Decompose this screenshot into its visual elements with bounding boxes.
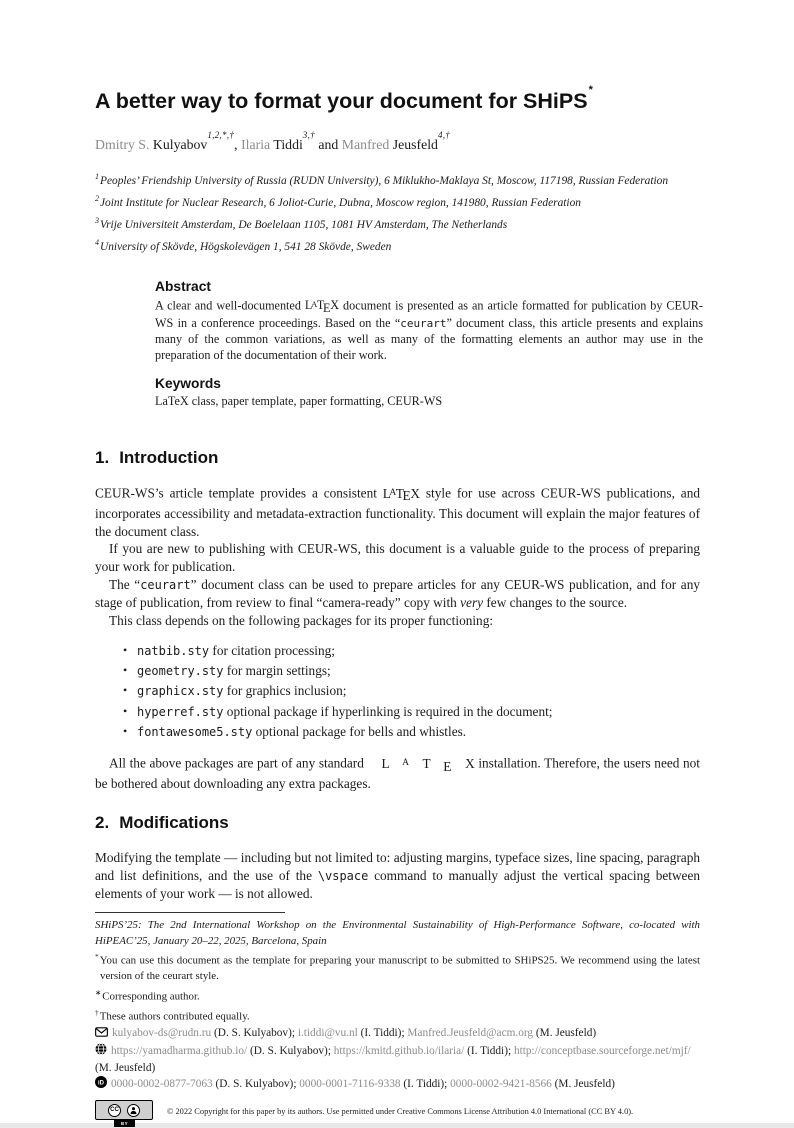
website-owner: (D. S. Kulyabov): [247, 1044, 328, 1057]
section-heading-introduction: [95, 448, 700, 468]
affiliation-number: 3: [95, 215, 99, 225]
orcid-owner: (I. Tiddi): [400, 1078, 445, 1091]
website-link[interactable]: http://conceptbase.sourceforge.net/mjf/: [513, 1044, 691, 1057]
svg-text:iD: iD: [98, 1080, 104, 1087]
website-entry: https://yamadharma.github.io/ (D. S. Kulyabov);: [111, 1044, 334, 1057]
author-affiliation-marks: 3,†: [302, 130, 315, 141]
website-link[interactable]: https://kmitd.github.io/ilaria/: [333, 1044, 465, 1057]
website-line: [95, 1043, 700, 1076]
section-title: Introduction: [119, 448, 219, 468]
footnote-corresponding-author: [95, 985, 700, 1005]
abstract-text: A clear and well-documented LATEX document is presented as an article formatted for publication by CEUR-WS in a conference proceedings. Based on the “ceurart” document class, this article presents and explains many of the common variations, as well as many of the formatting elements an author may use in the preparation of the documentation of their work.: [155, 298, 703, 362]
footnote-mark: ∗: [95, 988, 102, 998]
package-list-item: • natbib.sty for citation processing;: [137, 641, 700, 661]
author-given-name: Dmitry S.: [95, 136, 153, 152]
footnote-text: Corresponding author.: [102, 990, 200, 1003]
keywords-heading: Keywords: [155, 376, 221, 392]
author: [241, 130, 342, 152]
author-surname: Kulyabov: [152, 136, 208, 152]
package-list-item: • geometry.sty for margin settings;: [137, 661, 700, 681]
title-footnote-mark: *: [588, 84, 593, 96]
affiliation-text: University of Skövde, Högskolevägen 1, 541 28 Skövde, Sweden: [100, 240, 392, 253]
email-link[interactable]: kulyabov-ds@rudn.ru: [112, 1027, 212, 1040]
orcid-entry: 0000-0001-7116-9338 (I. Tiddi);: [299, 1078, 451, 1091]
orcid-line: [95, 1076, 700, 1093]
cc-icon: CC: [108, 1104, 121, 1117]
footnote-block: [95, 912, 700, 1128]
paragraph: All the above packages are part of any standard L A T E X installation. Therefore, the users need not be bothered about downloading any extra packages.: [95, 756, 701, 792]
affiliations: [95, 168, 700, 256]
section-number: 2.: [95, 812, 110, 832]
author: [341, 130, 451, 152]
author-given-name: Ilaria: [241, 136, 274, 152]
envelope-icon: [95, 1026, 108, 1042]
author-surname: Tiddi: [273, 136, 303, 152]
author-affiliation-marks: 1,2,*,†: [207, 130, 235, 141]
package-list-item: • graphicx.sty for graphics inclusion;: [137, 681, 700, 701]
section-title: Modifications: [119, 812, 229, 832]
orcid-id-link[interactable]: 0000-0001-7116-9338: [299, 1078, 401, 1091]
email-entry: [407, 1027, 596, 1039]
affiliation-text: Joint Institute for Nuclear Research, 6 Joliot-Curie, Dubna, Moscow region, 141980, Russian Federation: [100, 196, 581, 209]
paragraph: This class depends on the following packages for its proper functioning:: [109, 613, 494, 629]
orcid-entry: [450, 1078, 615, 1090]
email-owner: (M. Jeusfeld): [533, 1027, 597, 1040]
keywords-text: LaTeX class, paper template, paper formatting, CEUR-WS: [155, 394, 443, 409]
orcid-id-link[interactable]: 0000-0002-9421-8566: [450, 1078, 552, 1091]
email-owner: (I. Tiddi): [357, 1027, 402, 1040]
paragraph: CEUR-WS’s article template provides a consistent LATEX style for use across CEUR-WS publications, and incorporates accessibility and metadata-extraction functionality. This document will explain the major features of the document class.: [95, 485, 700, 539]
orcid-id-link[interactable]: 0000-0002-0877-7063: [111, 1078, 213, 1091]
orcid-entry: 0000-0002-0877-7063 (D. S. Kulyabov);: [111, 1078, 300, 1091]
conference-note: SHiPS’25: The 2nd International Workshop on the Environmental Sustainability of High-Performance Software, co-located with HiPEAC’25, January 20–22, 2025, Barcelona, Spain: [95, 919, 700, 947]
author-separator: ,: [234, 136, 242, 152]
website-entry: https://kmitd.github.io/ilaria/ (I. Tiddi);: [333, 1044, 514, 1057]
globe-icon: [95, 1043, 107, 1060]
author-given-name: Manfred: [341, 136, 393, 152]
footnote-text: You can use this document as the template for preparing your manuscript to be submitted to SHiPS25. We recommend using the latest version of the ceurart style.: [99, 954, 700, 983]
cc-badge-box: [95, 1100, 153, 1120]
orcid-owner: (D. S. Kulyabov): [212, 1078, 294, 1091]
footnote-rule: [95, 912, 285, 913]
email-line: [95, 1025, 700, 1042]
affiliation-number: 2: [95, 193, 99, 203]
affiliation-text: Vrije Universiteit Amsterdam, De Boelelaan 1105, 1081 HV Amsterdam, The Netherlands: [100, 218, 508, 231]
paragraph: If you are new to publishing with CEUR-WS, this document is a valuable guide to the process of preparing your work for publication.: [95, 541, 700, 575]
email-link[interactable]: i.tiddi@vu.nl: [297, 1027, 358, 1040]
person-icon: [127, 1104, 140, 1117]
affiliation-line: [95, 168, 700, 190]
affiliation-line: [95, 190, 700, 212]
email-link[interactable]: Manfred.Jeusfeld@acm.org: [407, 1027, 534, 1040]
cc-by-badge: [95, 1100, 155, 1128]
package-list: [95, 641, 700, 742]
author: [95, 130, 242, 152]
email-owner: (D. S. Kulyabov): [211, 1027, 292, 1040]
package-list-item: • hyperref.sty optional package if hyperlinking is required in the document;: [137, 702, 700, 722]
footnote-mark: *: [95, 952, 99, 962]
footnote-equal-contribution: [95, 1005, 700, 1025]
author-line: [95, 131, 700, 154]
paragraph: Modifying the template — including but not limited to: adjusting margins, typeface sizes, line spacing, paragraph and list definitions, and the use of the \vspace command to manually adjust the vertical spacing between elements of your work — is not allowed.: [95, 849, 700, 902]
footnote-template-note: [95, 949, 700, 985]
author-affiliation-marks: 4,†: [437, 130, 451, 141]
author-separator: and: [314, 136, 342, 152]
title-text: A better way to format your document for SHiPS: [95, 89, 588, 114]
affiliation-line: [95, 234, 700, 256]
author-surname: Jeusfeld: [392, 136, 438, 152]
page-title: [95, 84, 700, 114]
website-owner: (M. Jeusfeld): [95, 1061, 156, 1074]
affiliation-number: 1: [95, 171, 99, 181]
section-number: 1.: [95, 448, 110, 468]
abstract-heading: Abstract: [155, 278, 211, 294]
copyright-text: © 2022 Copyright for this paper by its authors. Use permitted under Creative Commons License Attribution 4.0 International (CC BY 4.0).: [167, 1107, 634, 1117]
orcid-owner: (M. Jeusfeld): [551, 1078, 615, 1091]
paragraph: The “ceurart” document class can be used to prepare articles for any CEUR-WS publication, and for any stage of publication, from review to final “camera-ready” copy with very few changes to the source.: [95, 576, 700, 611]
website-owner: (I. Tiddi): [464, 1044, 508, 1057]
email-entry: kulyabov-ds@rudn.ru (D. S. Kulyabov);: [112, 1027, 298, 1040]
package-list-item: • fontawesome5.sty optional package for bells and whistles.: [137, 722, 700, 742]
affiliation-number: 4: [95, 237, 99, 247]
email-entry: i.tiddi@vu.nl (I. Tiddi);: [297, 1027, 408, 1040]
license-row: [95, 1100, 700, 1128]
footnote-text: These authors contributed equally.: [99, 1010, 250, 1023]
abstract-block: [155, 279, 703, 410]
cc-by-label: BY: [114, 1120, 135, 1127]
section-heading-modifications: [95, 813, 700, 833]
affiliation-line: [95, 212, 700, 234]
footnote-mark: †: [95, 1008, 99, 1018]
website-link[interactable]: https://yamadharma.github.io/: [111, 1044, 248, 1057]
affiliation-text: Peoples’ Friendship University of Russia (RUDN University), 6 Miklukho-Maklaya St, Moscow, 117198, Russian Federation: [100, 174, 669, 187]
orcid-icon: [95, 1076, 107, 1093]
